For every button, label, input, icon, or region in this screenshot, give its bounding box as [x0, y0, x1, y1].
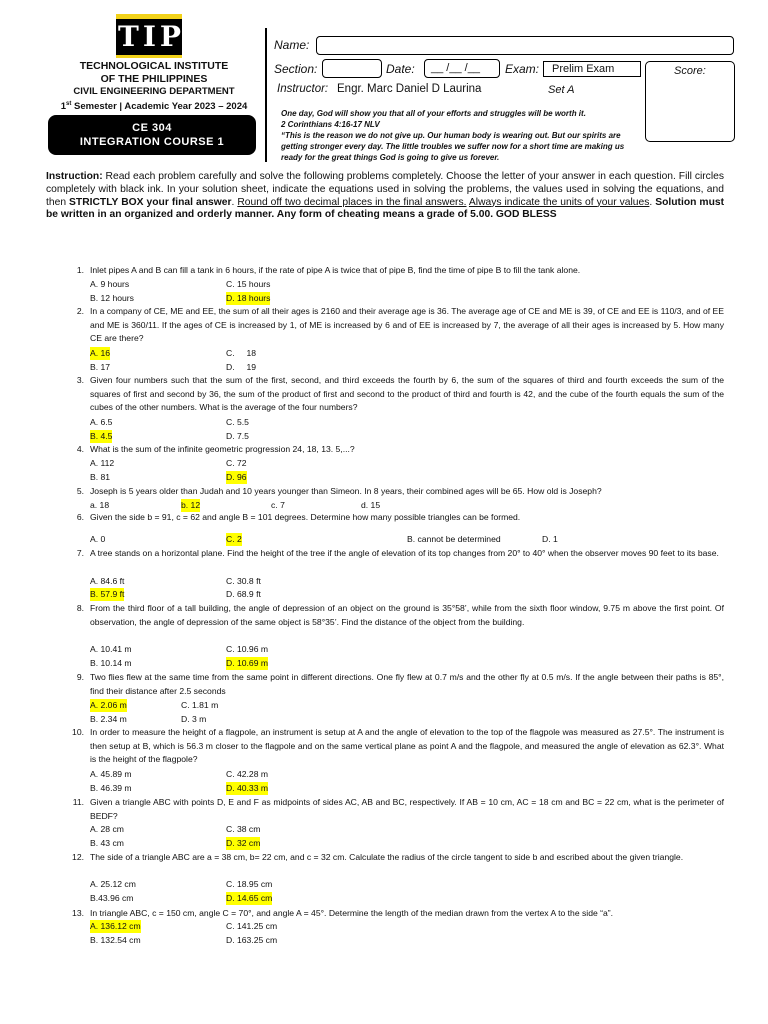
question-text: The side of a triangle ABC are a = 38 cm, b= 22 cm, and c = 32 cm. Calculate the radius of the circle tangent to side b and escribed about the given triangle. — [90, 852, 684, 862]
option-d[interactable]: D. 1 — [542, 534, 558, 544]
option-b[interactable]: B. 46.39 m — [90, 783, 132, 793]
option-b[interactable]: B. cannot be determined — [407, 534, 501, 544]
question-text: Joseph is 5 years older than Judah and 10 years younger than Simeon. In 8 years, their combined ages will be 65. How old is Joseph? — [90, 486, 602, 496]
instruction-text-2: . — [231, 196, 238, 208]
option-d[interactable]: D. 19 — [226, 362, 257, 372]
question-number: 10. — [72, 727, 84, 737]
option-c[interactable]: C. 5.5 — [226, 417, 249, 427]
bible-quote — [281, 108, 641, 163]
question-text: In order to measure the height of a flagpole, an instrument is setup at A and the angle of elevation to the top of the flagpole was measured as 27.5°. The instrument is then setup at B, which is 56.3 m closer to the flagpole and on the same vertical plane as point A and the flagpole, and measured the angle of elevation as 62.3°. What is the height of the flagpole? — [90, 727, 724, 764]
option-d[interactable]: D. 68.9 ft — [226, 589, 261, 599]
option-a[interactable]: A. 0 — [90, 534, 106, 544]
question-number: 11. — [72, 797, 84, 807]
option-a[interactable]: A. 84.6 ft — [90, 576, 125, 586]
semester-text: Semester | Academic Year 2023 – 2024 — [71, 101, 248, 113]
institute-line-2: OF THE PHILIPPINES — [100, 73, 208, 85]
question-text: What is the sum of the infinite geometric progression 24, 18, 13. 5,...? — [90, 444, 355, 454]
instructor-name: Engr. Marc Daniel D Laurina — [337, 83, 482, 95]
header-divider — [265, 28, 267, 162]
logo-black-box — [116, 19, 185, 55]
option-a[interactable]: a. 18 — [90, 500, 110, 510]
question-text: In triangle ABC, c = 150 cm, angle C = 70°, and angle A = 45°. Determine the length of the median drawn from the vertex A to the side “a”. — [90, 908, 614, 918]
exam-type-field[interactable]: Prelim Exam — [543, 61, 641, 77]
question-text: From the third floor of a tall building, the angle of depression of an object on the ground is 35°58’, while from the sixth floor window, 9.75 m above the first point. Of observation, the angle of depression of the same object is 58°35’. Find the distance of the object from the building. — [90, 603, 724, 627]
question-number: 2. — [76, 306, 84, 316]
option-d[interactable]: D. 163.25 cm — [226, 935, 278, 945]
option-b[interactable]: B. 17 — [90, 362, 111, 372]
option-b[interactable]: B. 10.14 m — [90, 658, 132, 668]
option-c[interactable]: c. 7 — [271, 500, 285, 510]
option-d-answer[interactable]: D. 10.69 m — [226, 658, 269, 668]
option-b[interactable]: B. 2.34 m — [90, 714, 127, 724]
course-name: INTEGRATION COURSE 1 — [79, 136, 225, 148]
instruction-text-1: Read each problem carefully and solve the following problems completely. Choose the letter of your answer in each question. Fill circles completely with black ink. In your solution sheet, indicate the equations used in solving the problems, the values used in solving the equations, and then — [46, 171, 724, 208]
option-c[interactable]: C. 38 cm — [226, 824, 261, 834]
option-a[interactable]: A. 25.12 cm — [90, 879, 136, 889]
question-number: 13. — [72, 908, 84, 918]
name-label: Name: — [274, 38, 310, 52]
institute-name — [44, 60, 264, 86]
option-b[interactable]: B. 43 cm — [90, 838, 124, 848]
question-number: 6. — [76, 512, 84, 522]
course-banner — [48, 115, 256, 155]
question-text: In a company of CE, ME and EE, the sum of all their ages is 2160 and their average age is 36. The average age of CE and ME is 39, of CE and EE is 110/3, and of EE and ME is 360/11. If the ages of CE is increased by 1, of ME is increased by 6 and of EE is increased by 7, the average of all their ages is increased by 5. How many CE are there? — [90, 306, 724, 343]
quote-line-2: “This is the reason we do not give up. Our human body is wearing out. But our spirits are getting stronger every day. The little troubles we suffer now for a short time are making us ready for the great things God is going to give us forever. — [281, 131, 625, 162]
question-text: Inlet pipes A and B can fill a tank in 6 hours, if the rate of pipe A is twice that of pipe B, find the time of pipe B to fill the tank alone. — [90, 265, 581, 275]
question-text: A tree stands on a horizontal plane. Find the height of the tree if the angle of elevation of its top changes from 20° to 40° when the observer moves 90 feet to its base. — [90, 548, 719, 558]
date-field[interactable]: __ /__ /__ — [424, 59, 500, 78]
option-d[interactable]: D. 7.5 — [226, 431, 249, 441]
instruction-text-4: . — [649, 196, 656, 208]
option-b[interactable]: B. 12 hours — [90, 293, 134, 303]
option-a[interactable]: A. 10.41 m — [90, 644, 132, 654]
question-text: Given a triangle ABC with points D, E and F as midpoints of sides AC, AB and BC, respectively. If AB = 10 cm, AC = 18 cm and BC = 22 cm, what is the perimeter of BEDF? — [90, 797, 724, 821]
instruction-units: Always indicate the units of your values — [468, 196, 650, 208]
option-a-answer[interactable]: A. 2.06 m — [90, 700, 127, 710]
question-number: 5. — [76, 486, 84, 496]
option-c[interactable]: C. 1.81 m — [181, 700, 219, 710]
instruction-round-off: Round off two decimal places in the final answers. — [237, 196, 467, 208]
option-c[interactable]: C. 15 hours — [226, 279, 271, 289]
option-a-answer[interactable]: A. 16 — [90, 348, 111, 358]
option-d-answer[interactable]: D. 18 hours — [226, 293, 271, 303]
quote-reference: 2 Corinthians 4:16-17 NLV — [281, 120, 380, 129]
tip-logo — [116, 14, 185, 58]
question-text: Given four numbers such that the sum of the first, second, and third exceeds the fourth by 6, the sum of the squares of third and fourth exceeds the sum of the squares of first and second by 36, the sum of the product of first and second to the product of third and fourth is 42, and the cube of the fourth equals the sum of the cubes of the other numbers. What is the average of the four numbers? — [90, 375, 724, 412]
instruction-closing: Solution must be written in an organized and orderly manner. Any form of cheating means a grade of 5.00. GOD BLESS — [46, 196, 725, 221]
question-number: 3. — [76, 375, 84, 385]
option-c[interactable]: C. 18 — [226, 348, 257, 358]
option-d-answer[interactable]: D. 96 — [226, 472, 247, 482]
question-text: Two flies flew at the same time from the same point in different directions. One fly flew at 0.7 m/s and the other fly at 0.5 m/s. If the angle between their paths is 85°, find their distance after 2.5 seconds — [90, 672, 724, 696]
option-a[interactable]: A. 28 cm — [90, 824, 124, 834]
instruction-strict-box: STRICTLY BOX your final answer — [69, 196, 232, 208]
option-c[interactable]: C. 72 — [226, 458, 247, 468]
option-a[interactable]: A. 112 — [90, 458, 115, 468]
question-number: 9. — [76, 672, 84, 682]
semester-line — [44, 98, 264, 113]
option-b[interactable]: B. 81 — [90, 472, 111, 482]
question-number: 4. — [76, 444, 84, 454]
semester-suffix: st — [66, 101, 72, 107]
option-b[interactable]: B.43.96 cm — [90, 893, 134, 903]
option-c[interactable]: C. 42.28 m — [226, 769, 269, 779]
instructor-label: Instructor: — [277, 83, 329, 95]
option-c[interactable]: C. 18.95 cm — [226, 879, 273, 889]
exam-label: Exam: — [505, 62, 540, 76]
date-label: Date: — [386, 62, 415, 76]
option-a[interactable]: A. 45.89 m — [90, 769, 132, 779]
institute-line-1: TECHNOLOGICAL INSTITUTE — [79, 60, 229, 72]
question-text: Given the side b = 91, c = 62 and angle B = 101 degrees. Determine how many possible triangles can be formed. — [90, 512, 521, 522]
set-label: Set A — [548, 84, 575, 96]
name-field[interactable] — [316, 36, 734, 55]
question-number: 12. — [72, 852, 84, 862]
option-d[interactable]: d. 15 — [361, 500, 381, 510]
option-c[interactable]: C. 30.8 ft — [226, 576, 261, 586]
option-b-answer[interactable]: B. 4.5 — [90, 431, 113, 441]
option-b[interactable]: B. 132.54 cm — [90, 935, 141, 945]
logo-yellow-bar-bottom — [116, 55, 182, 58]
semester-number: 1 — [60, 101, 67, 113]
instruction-paragraph — [46, 171, 724, 222]
question-number: 8. — [76, 603, 84, 613]
department-name: CIVIL ENGINEERING DEPARTMENT — [73, 86, 235, 97]
option-b-answer[interactable]: B. 57.9 ft — [90, 589, 125, 599]
option-c-answer[interactable]: C. 2 — [226, 534, 242, 544]
question-number: 1. — [76, 265, 84, 275]
score-label: Score: — [674, 65, 706, 77]
option-d-answer[interactable]: D. 32 cm — [226, 838, 261, 848]
option-a[interactable]: A. 6.5 — [90, 417, 113, 427]
logo-letters: TIP — [118, 20, 185, 53]
quote-line-1: One day, God will show you that all of your efforts and struggles will be worth it. — [281, 109, 586, 118]
question-number: 7. — [76, 548, 84, 558]
section-field[interactable] — [322, 59, 382, 78]
section-label: Section: — [274, 62, 318, 76]
option-d-answer[interactable]: D. 40.33 m — [226, 783, 269, 793]
option-c[interactable]: C. 10.96 m — [226, 644, 269, 654]
option-d[interactable]: D. 3 m — [181, 714, 207, 724]
option-a[interactable]: A. 9 hours — [90, 279, 130, 289]
course-code: CE 304 — [132, 122, 172, 134]
option-a-answer[interactable]: A. 136.12 cm — [90, 921, 141, 931]
option-c[interactable]: C. 141.25 cm — [226, 921, 278, 931]
instruction-label: Instruction: — [46, 171, 103, 182]
option-d-answer[interactable]: D. 14.65 cm — [226, 893, 273, 903]
option-b-answer[interactable]: b. 12 — [181, 500, 201, 510]
